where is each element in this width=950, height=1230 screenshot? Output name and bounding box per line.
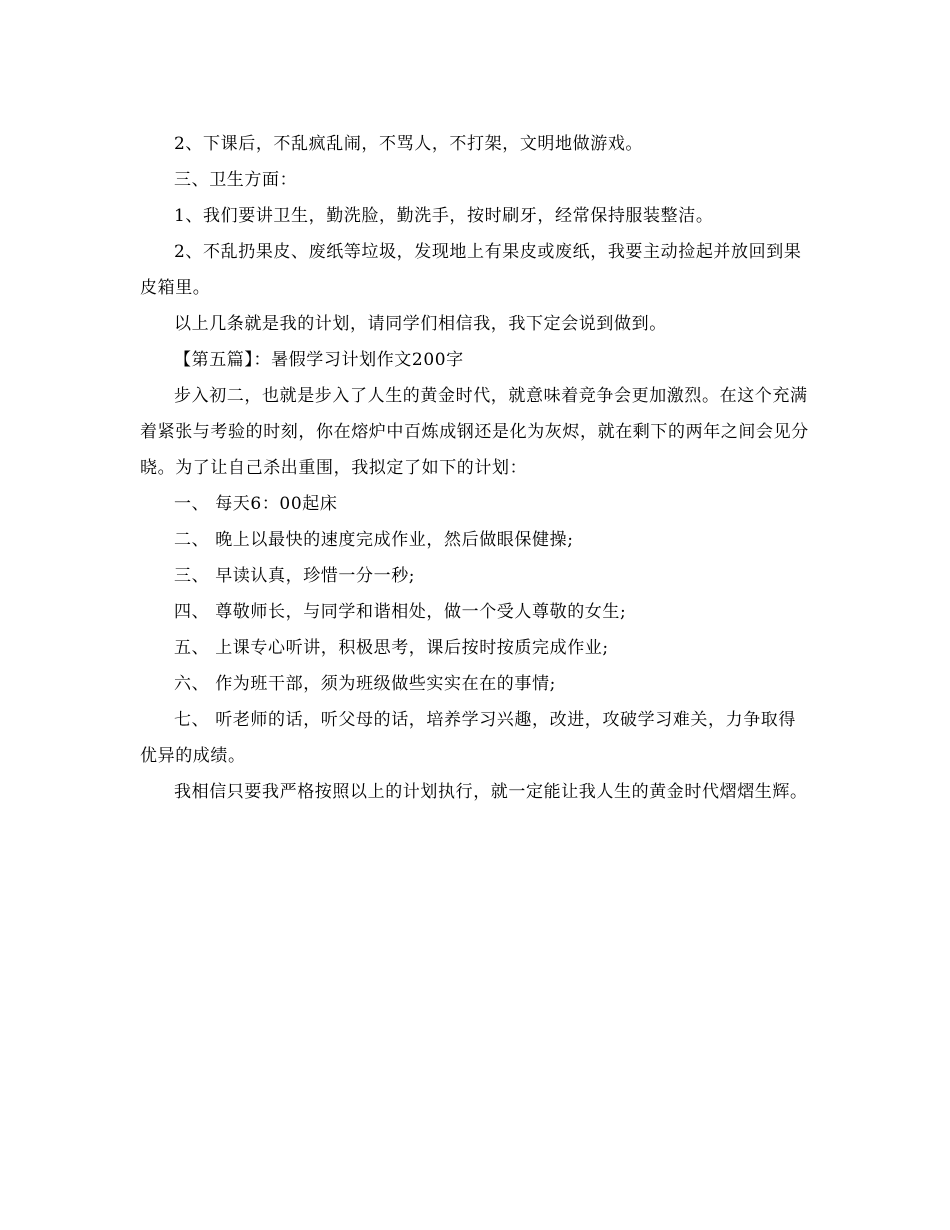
paragraph-hygiene-1: 1、我们要讲卫生，勤洗脸，勤洗手，按时刷牙，经常保持服装整洁。	[174, 206, 714, 226]
plan-item-2: 二、 晚上以最快的速度完成作业，然后做眼保健操;	[174, 530, 574, 550]
paragraph-conclusion: 以上几条就是我的计划，请同学们相信我，我下定会说到做到。	[174, 314, 667, 334]
paragraph-closing: 我相信只要我严格按照以上的计划执行，就一定能让我人生的黄金时代熠熠生辉。	[174, 782, 808, 802]
plan-item-6: 六、 作为班干部，须为班级做些实实在在的事情;	[174, 674, 556, 694]
paragraph-intro: 步入初二，也就是步入了人生的黄金时代，就意味着竞争会更加激烈。在这个充满着紧张与考验的时刻，你在熔炉中百炼成钢还是化为灰烬，就在剩下的两年之间会见分晓。为了让自己杀出重围，我拟定了如下的计划：	[140, 386, 809, 478]
document-body	[140, 126, 812, 810]
plan-item-3: 三、 早读认真，珍惜一分一秒;	[174, 566, 416, 586]
plan-item-4: 四、 尊敬师长，与同学和谐相处，做一个受人尊敬的女生;	[174, 602, 627, 622]
paragraph-hygiene-heading: 三、卫生方面：	[174, 170, 298, 190]
paragraph-recess-behavior: 2、下课后，不乱疯乱闹，不骂人，不打架，文明地做游戏。	[174, 134, 644, 154]
plan-item-7: 七、 听老师的话，听父母的话，培养学习兴趣，改进，攻破学习难关，力争取得优异的成绩。	[140, 710, 797, 766]
paragraph-hygiene-2: 2、不乱扔果皮、废纸等垃圾，发现地上有果皮或废纸，我要主动捡起并放回到果皮箱里。	[140, 242, 802, 298]
plan-item-1: 一、 每天6：00起床	[174, 494, 338, 514]
section-title-part-five: 【第五篇】：暑假学习计划作文200字	[174, 350, 464, 370]
plan-item-5: 五、 上课专心听讲，积极思考，课后按时按质完成作业;	[174, 638, 609, 658]
